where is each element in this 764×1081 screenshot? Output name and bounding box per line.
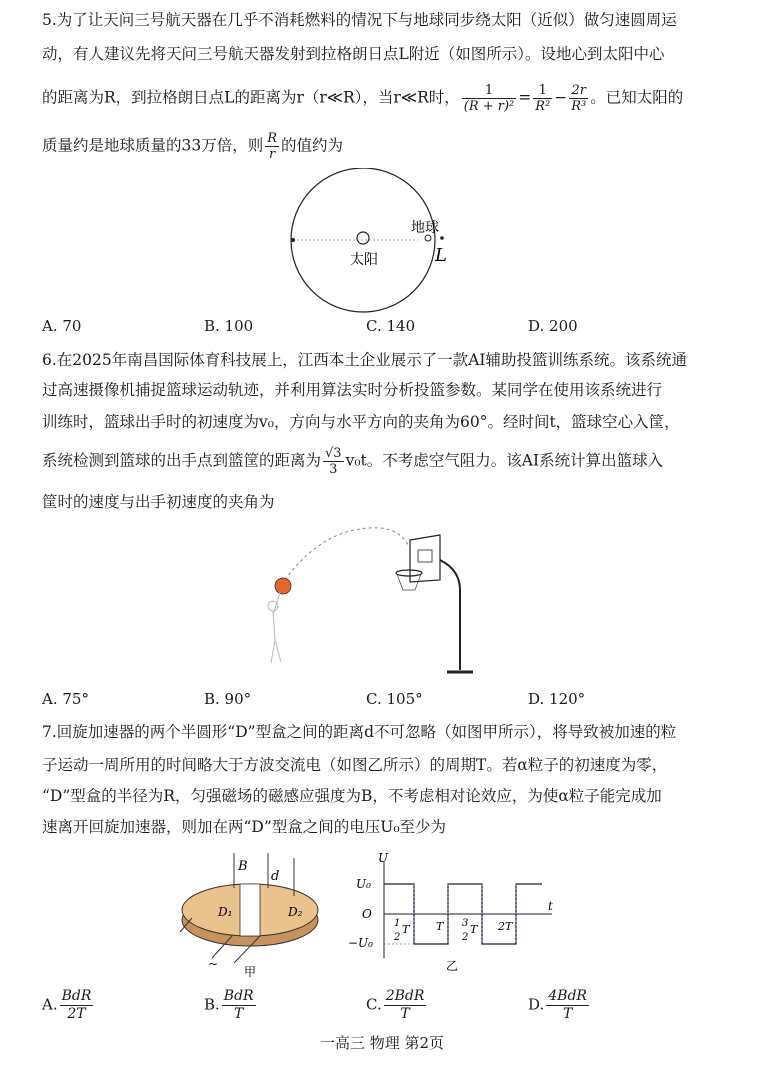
half-T-num: 1 <box>394 918 401 929</box>
page-footer: 一高三 物理 第2页 <box>319 1034 445 1052</box>
fraction-2r-over-R-cubed: $\frac{2r}{\text{R³}}$ <box>571 83 587 114</box>
u-axis-label: U <box>378 851 389 865</box>
q5-line-4: 质量约是地球质量的33万倍，则 $\frac{R}{r}$ 的值约为 <box>42 131 344 162</box>
q5-option-a[interactable]: A. 70 <box>42 317 82 335</box>
t-axis-label: t <box>548 899 553 913</box>
three-half-T-label: T <box>470 923 478 936</box>
hoop-pole <box>440 560 460 670</box>
q7-option-d[interactable]: D. $\frac{\text{4BdR}}{T}$ <box>528 988 587 1022</box>
basketball-figure <box>255 520 485 680</box>
q6-line-1: 6.在2025年南昌国际体育科技展上，江西本土企业展示了一款AI辅助投篮训练系统。该系统通 <box>42 351 688 369</box>
q6-line-3: 训练时，篮球出手时的初速度为v₀，方向与水平方向的夹角为60°。经时间t，篮球空心入筐， <box>42 413 680 431</box>
gap-d-label: d <box>271 869 280 884</box>
half-T-den: 2 <box>394 932 401 943</box>
trajectory-path <box>285 528 410 580</box>
fraction-1-over-R-sq: $\frac{1}{\text{R²}}$ <box>535 83 551 114</box>
fraction-sqrt3-over-3: $\frac{√3}{3}$ <box>325 446 342 477</box>
q7-option-b[interactable]: B. $\frac{\text{BdR}}{T}$ <box>204 988 254 1022</box>
q5-option-d[interactable]: D. 200 <box>528 317 578 335</box>
q6-line-5: 筐时的速度与出手初速度的夹角为 <box>42 493 275 511</box>
U0-label: U₀ <box>356 877 371 891</box>
q6-line-4: 系统检测到篮球的出手点到篮筐的距离为 $\frac{√3}{3}$ v₀t。不考虑空气阻力。该AI系统计算出篮球入 <box>42 446 664 477</box>
square-wave-figure <box>342 848 562 978</box>
half-T-label: T <box>402 923 410 936</box>
q6-option-d[interactable]: D. 120° <box>528 690 586 708</box>
T-label: T <box>436 920 444 933</box>
q7-option-c[interactable]: C. $\frac{\text{2BdR}}{T}$ <box>366 988 425 1022</box>
sun-label: 太阳 <box>350 252 378 268</box>
q5-line-3: 的距离为R，到拉格朗日点L的距离为r（r≪R），当r≪R时， $\frac{1}{\text{(R + r)²}}$ = $\frac{1}{\text{R²}}$ − $\frac{2r}{\text{R³}}$ 。已知太阳的 <box>42 83 684 114</box>
D2-label: D₂ <box>288 905 303 919</box>
opposite-point <box>291 238 295 242</box>
q7-option-a[interactable]: A. $\frac{\text{BdR}}{2T}$ <box>42 988 92 1022</box>
q5-option-c[interactable]: C. 140 <box>366 317 416 335</box>
backboard <box>410 535 440 582</box>
lagrange-point <box>440 236 444 240</box>
cyclotron-figure <box>172 848 332 978</box>
figure-yi-caption: 乙 <box>446 959 459 973</box>
field-B-label: B <box>238 859 248 874</box>
fraction-R-over-r: $\frac{R}{r}$ <box>267 131 278 162</box>
ac-source-label: ~ <box>208 957 219 971</box>
earth-label: 地球 <box>411 220 439 236</box>
neg-U0-label: −U₀ <box>348 936 373 950</box>
player-figure <box>268 592 281 663</box>
figure-jia-caption: 甲 <box>244 965 257 978</box>
q6-option-b[interactable]: B. 90° <box>204 690 252 708</box>
q7-line-4: 速离开回旋加速器，则加在两“D”型盒之间的电压U₀至少为 <box>42 818 447 836</box>
q7-line-2: 子运动一周所用的时间略大于方波交流电（如图乙所示）的周期T。若α粒子的初速度为零， <box>42 756 668 774</box>
fraction-1-over-R-plus-r-sq: $\frac{1}{\text{(R + r)²}}$ <box>463 83 515 114</box>
q6-option-a[interactable]: A. 75° <box>42 690 89 708</box>
origin-label: O <box>362 907 372 921</box>
q6-option-c[interactable]: C. 105° <box>366 690 423 708</box>
three-half-T-num: 3 <box>462 918 469 929</box>
D1-label: D₁ <box>218 905 233 919</box>
two-T-label: 2T <box>498 920 513 933</box>
sun-icon <box>357 232 369 244</box>
dee-gap <box>240 884 260 936</box>
q5-line-1: 5.为了让天问三号航天器在几乎不消耗燃料的情况下与地球同步绕太阳（近似）做匀速圆周运 <box>42 11 677 29</box>
q5-orbit-figure <box>280 168 480 318</box>
three-half-T-den: 2 <box>462 932 469 943</box>
q5-option-b[interactable]: B. 100 <box>204 317 254 335</box>
q7-line-1: 7.回旋加速器的两个半圆形“D”型盒之间的距离d不可忽略（如图甲所示），将导致被加速的粒 <box>42 723 677 741</box>
lagrange-label: L <box>435 245 447 266</box>
basketball-icon <box>275 578 291 594</box>
q6-line-2: 过高速摄像机捕捉篮球运动轨迹，并利用算法实时分析投篮参数。某同学在使用该系统进行 <box>42 381 663 399</box>
q5-line-2: 动，有人建议先将天问三号航天器发射到拉格朗日点L附近（如图所示）。设地心到太阳中心 <box>42 45 665 63</box>
q7-line-3: “D”型盒的半径为R，匀强磁场的磁感应强度为B，不考虑相对论效应，为使α粒子能完成加 <box>42 787 662 805</box>
